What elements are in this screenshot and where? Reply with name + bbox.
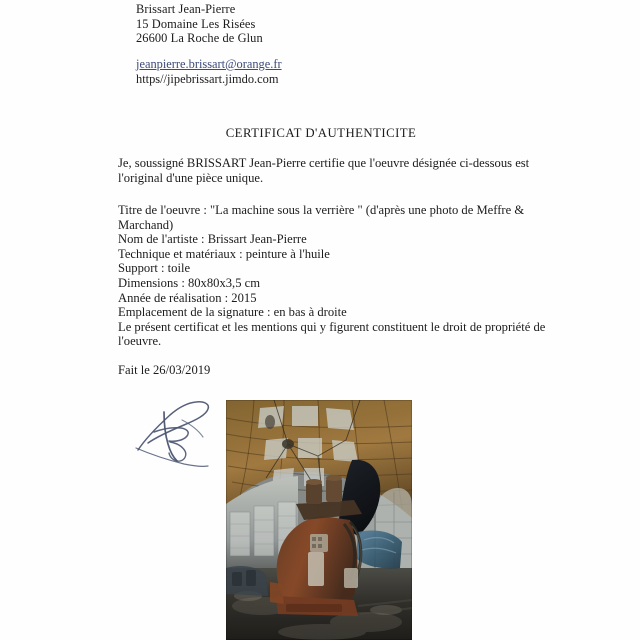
artwork-image bbox=[226, 400, 412, 640]
sender-city: 26600 La Roche de Glun bbox=[136, 31, 263, 46]
detail-artist: Nom de l'artiste : Brissart Jean-Pierre bbox=[118, 232, 307, 247]
handwritten-signature bbox=[124, 398, 228, 470]
sender-name: Brissart Jean-Pierre bbox=[136, 2, 236, 16]
detail-support: Support : toile bbox=[118, 261, 191, 276]
detail-ownership-statement: Le présent certificat et les mentions qui y figurent constituent le droit de propriété de l'oeuvre. bbox=[118, 319, 546, 349]
detail-year: Année de réalisation : 2015 bbox=[118, 290, 257, 305]
website-url[interactable]: https//jipebrissart.jimdo.com bbox=[136, 71, 279, 86]
date-line: Fait le 26/03/2019 bbox=[118, 363, 211, 377]
sender-address-block bbox=[136, 2, 263, 46]
detail-dimensions: Dimensions : 80x80x3,5 cm bbox=[118, 275, 261, 290]
detail-title: Titre de l'oeuvre : "La machine sous la verrière " (d'après une photo de Meffre & Marchand) bbox=[118, 203, 525, 232]
page-title: CERTIFICAT D'AUTHENTICITE bbox=[225, 126, 417, 140]
sender-contact-block bbox=[136, 57, 282, 86]
detail-technique: Technique et matériaux : peinture à l'huile bbox=[118, 246, 330, 261]
artwork-details-block bbox=[118, 203, 550, 349]
intro-paragraph: Je, soussigné BRISSART Jean-Pierre certifie que l'oeuvre désignée ci-dessous est l'original d'une pièce unique. bbox=[118, 156, 530, 186]
email-link[interactable]: jeanpierre.brissart@orange.fr bbox=[136, 57, 282, 71]
sender-street: 15 Domaine Les Risées bbox=[136, 16, 256, 31]
detail-signature-location: Emplacement de la signature : en bas à droite bbox=[118, 305, 347, 320]
